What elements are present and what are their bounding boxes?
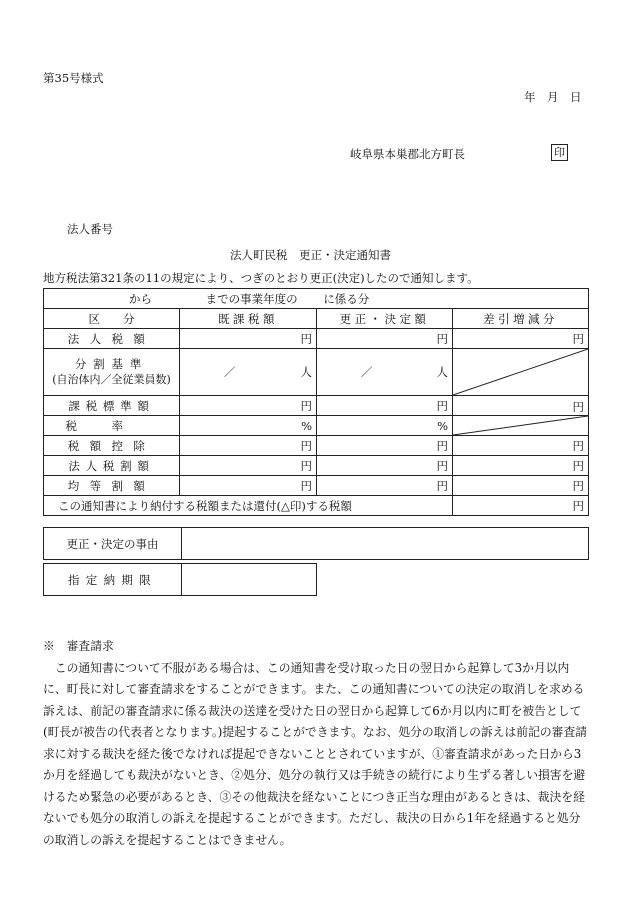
deduction-revised: 円	[317, 436, 453, 456]
header-category: 区 分	[44, 309, 180, 329]
per-capita-label: 均等割額	[44, 476, 180, 496]
tax-rate-existing: %	[180, 416, 317, 436]
split-basis-note: (自治体内／全従業員数)	[52, 373, 171, 386]
tax-rate-revised: %	[317, 416, 453, 436]
reason-box	[43, 527, 589, 560]
period-concern: に係る分	[323, 291, 370, 306]
corp-levy-label: 法人税割額	[44, 456, 180, 476]
deduction-diff: 円	[453, 436, 589, 456]
notice-body: この通知書について不服がある場合は、この通知書を受け取った日の翌日から起算して3か月以内に、町長に対して審査請求をすることができます。また、この通知書についての決定の取消しを求める訴えは、前記の審査請求に係る裁決の送達を受けた日の翌日から起算して6か月以内に町を被告として(町長が被告の代表者となります。)提起することができます。なお、処分の取消しの訴えは前記の審査請求に対する裁決を経た後でなければ提起できないこととされていますが、①審査請求があった日から3か月を経過しても裁決がないとき、②処分、処分の執行又は手続きの続行により生ずる著しい損害を避けるため緊急の必要があるとき、③その他裁決を経ないことにつき正当な理由があるときは、裁決を経ないでも処分の取消しの訴えを提起することができます。ただし、裁決の日から1年を経過すると処分の取消しの訴えを提起することはできません。	[43, 660, 588, 847]
notice-heading: ※ 審査請求	[43, 639, 114, 653]
tax-base-existing: 円	[180, 396, 317, 416]
total-row	[44, 496, 589, 516]
per-capita-existing: 円	[180, 476, 317, 496]
corp-tax-revised: 円	[317, 329, 453, 349]
split-slash: ／	[224, 365, 236, 379]
table-row	[44, 436, 589, 456]
tax-table	[43, 288, 589, 516]
deduction-existing: 円	[180, 436, 317, 456]
corp-levy-diff: 円	[453, 456, 589, 476]
tax-base-revised: 円	[317, 396, 453, 416]
header-revised: 更正・決定額	[317, 309, 453, 329]
total-value: 円	[453, 496, 589, 516]
deadline-box	[43, 563, 317, 596]
split-slash: ／	[361, 365, 373, 379]
corporate-number-label: 法人番号	[67, 222, 113, 236]
split-basis-revised	[317, 349, 453, 396]
form-number: 第35号様式	[43, 71, 104, 85]
period-from: から	[129, 291, 152, 306]
total-label: この通知書により納付する税額または還付(△印)する税額	[44, 496, 453, 516]
table-row	[44, 456, 589, 476]
issuer-name: 岐阜県本巣郡北方町長	[350, 147, 465, 161]
split-basis-diff	[453, 349, 589, 396]
deduction-label: 税額控除	[44, 436, 180, 456]
per-capita-revised: 円	[317, 476, 453, 496]
document-title: 法人町民税 更正・決定通知書	[230, 248, 391, 262]
table-row	[44, 476, 589, 496]
tax-rate-diff	[453, 416, 589, 436]
date-line: 年 月 日	[524, 90, 582, 104]
split-basis-title: 分割基準	[74, 357, 149, 371]
seal-mark: 印	[551, 144, 568, 161]
table-row	[44, 416, 589, 436]
corp-tax-existing: 円	[180, 329, 317, 349]
split-basis-existing	[180, 349, 317, 396]
deadline-label: 指定納期限	[44, 564, 182, 595]
header-existing: 既課税額	[180, 309, 317, 329]
tax-rate-label: 税率	[44, 416, 180, 436]
table-row	[44, 329, 589, 349]
corp-tax-diff: 円	[453, 329, 589, 349]
table-row	[44, 349, 589, 396]
tax-base-label: 課税標準額	[44, 396, 180, 416]
diagonal-line	[453, 416, 588, 435]
period-row	[44, 289, 589, 309]
reason-label: 更正・決定の事由	[44, 528, 182, 559]
corp-levy-existing: 円	[180, 456, 317, 476]
per-capita-diff: 円	[453, 476, 589, 496]
appeal-notice	[43, 636, 591, 851]
corp-tax-label: 法人税額	[44, 329, 180, 349]
split-basis-label	[44, 349, 180, 396]
table-row	[44, 396, 589, 416]
tax-base-diff: 円	[453, 396, 589, 416]
corp-levy-revised: 円	[317, 456, 453, 476]
period-to: までの事業年度の	[205, 291, 298, 306]
split-unit: 人	[300, 365, 312, 379]
header-diff: 差引増減分	[453, 309, 589, 329]
diagonal-line	[453, 349, 588, 395]
intro-text: 地方税法第321条の11の規定により、つぎのとおり更正(決定)したので通知します。	[43, 271, 479, 285]
header-row	[44, 309, 589, 329]
split-unit: 人	[436, 365, 448, 379]
